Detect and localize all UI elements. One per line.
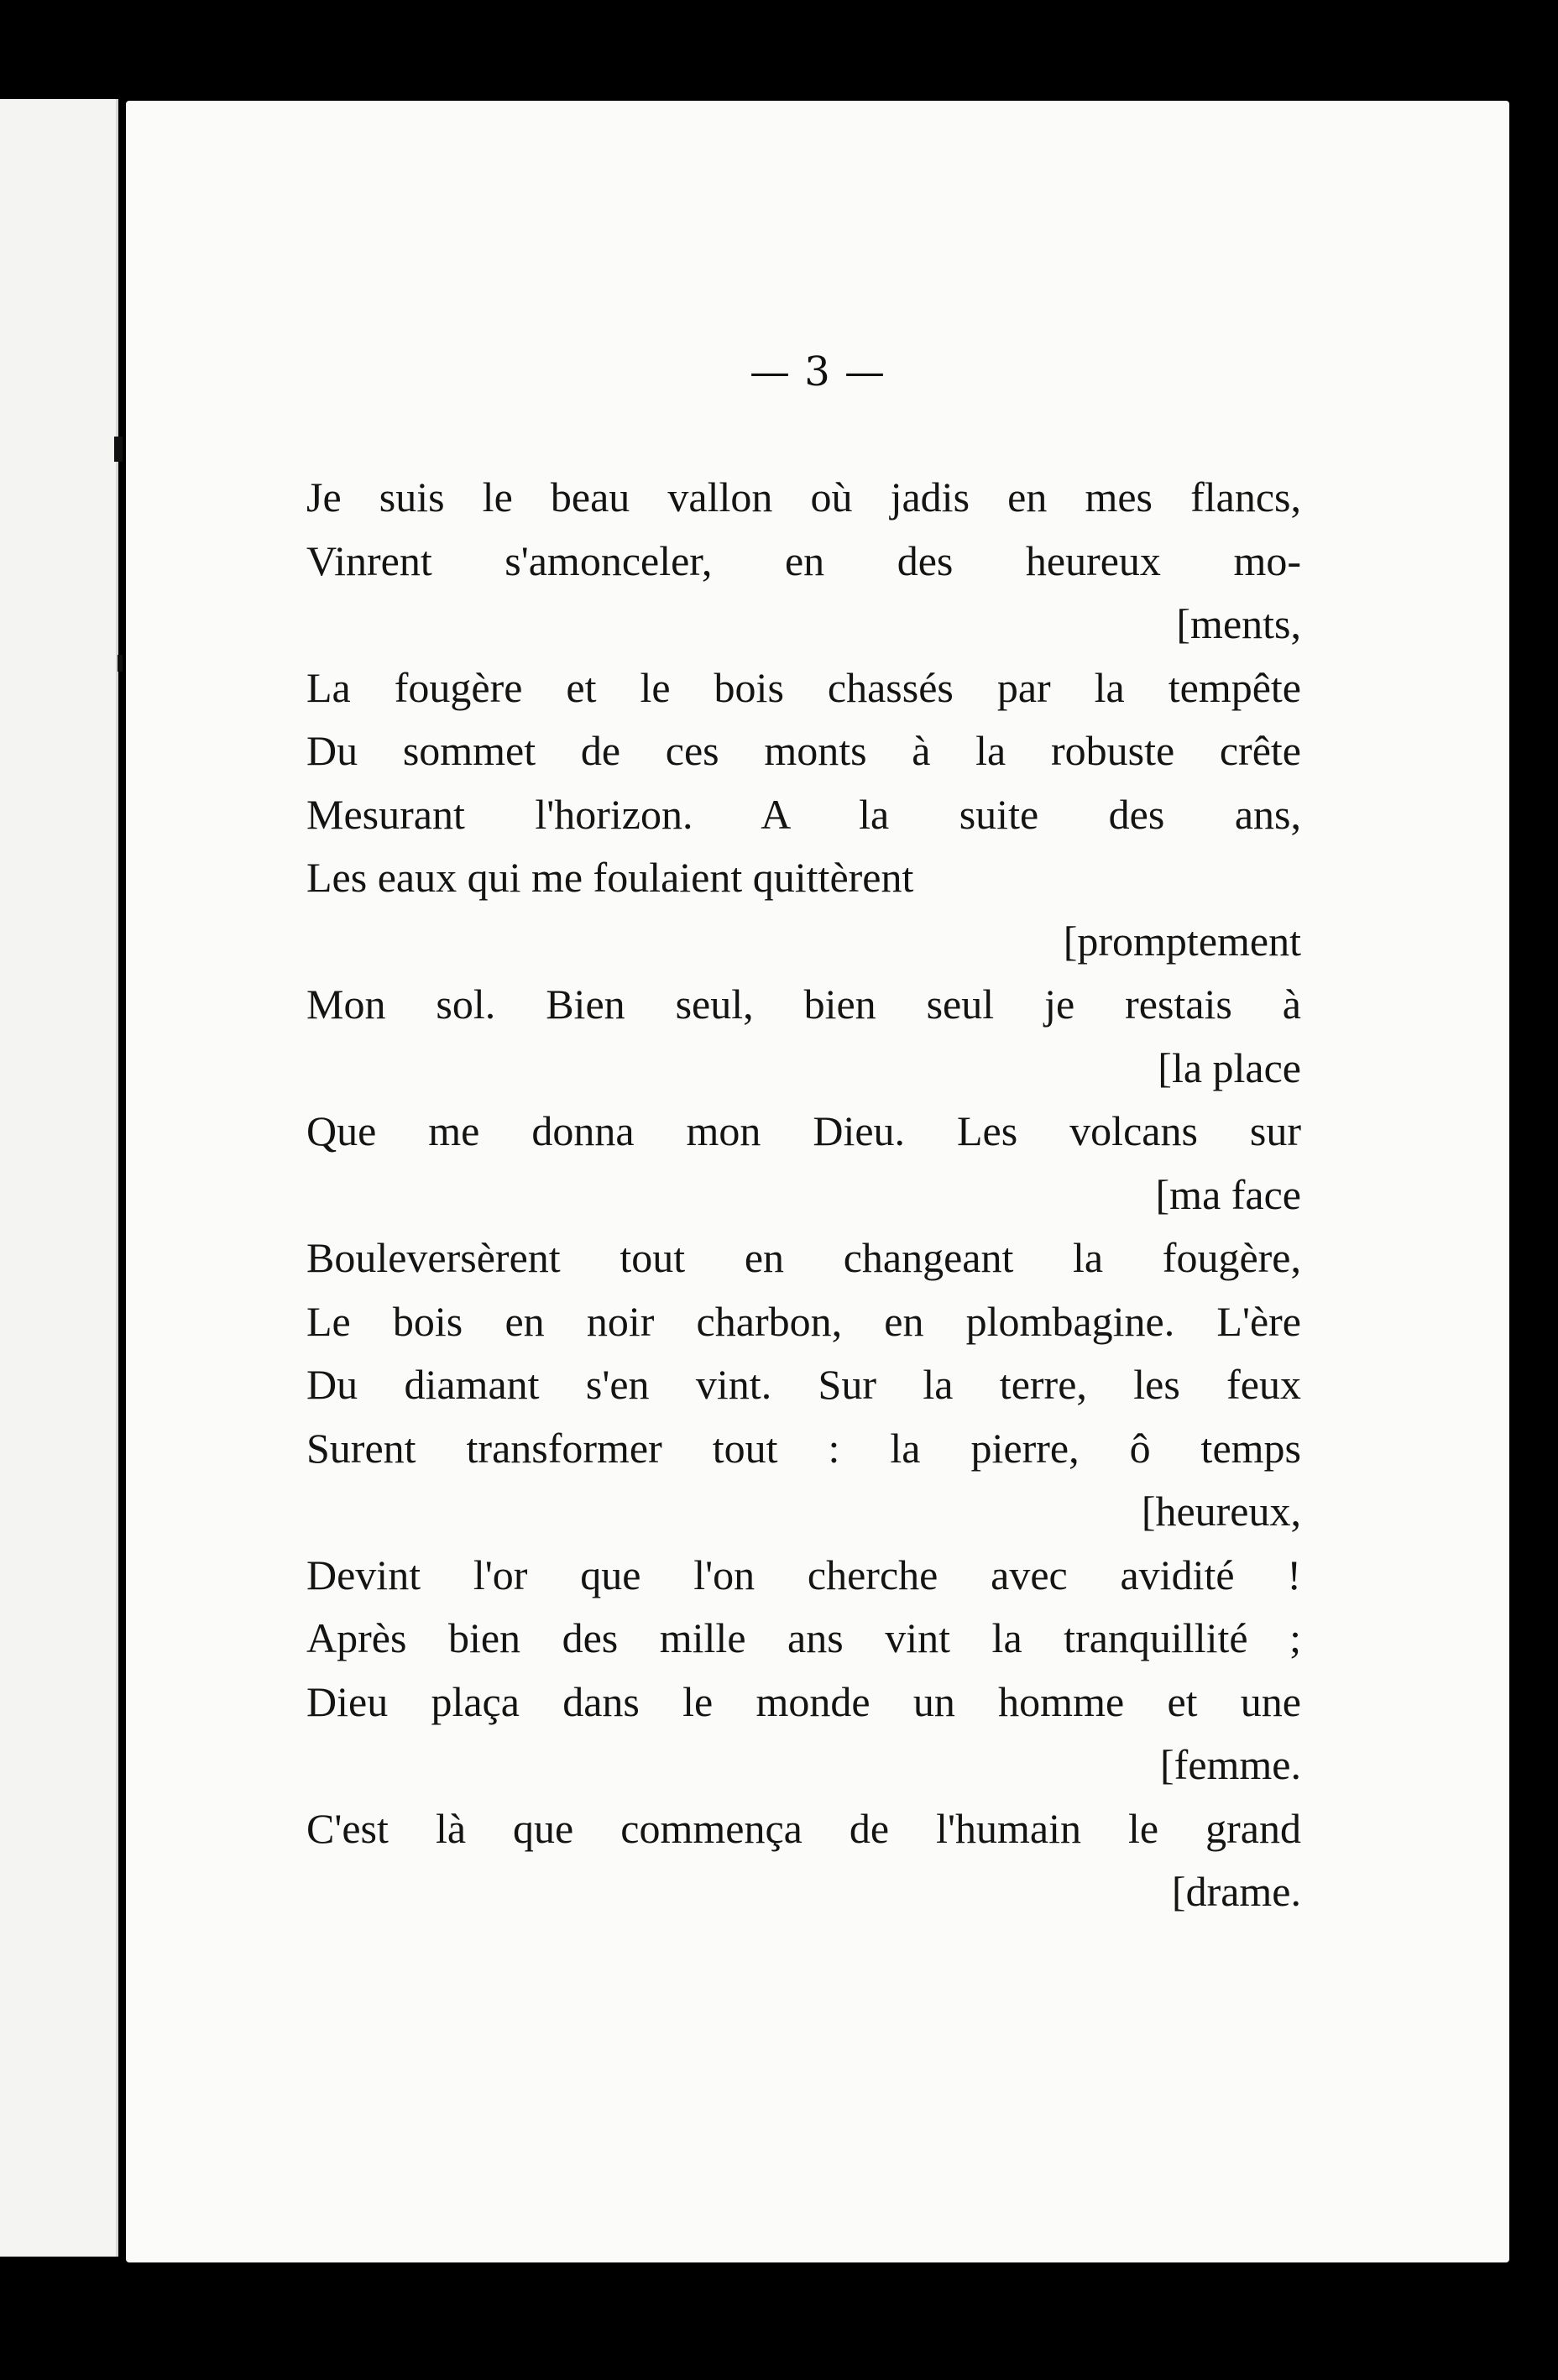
poem-line: Bouleversèrent tout en changeant la fougère, (306, 1234, 1301, 1281)
book-page (126, 101, 1509, 2262)
poem-line: [heureux, (1141, 1488, 1301, 1535)
poem-line: Dieu plaça dans le monde un homme et une (306, 1677, 1301, 1725)
poem-line: Le bois en noir charbon, en plombagine. L'ère (306, 1297, 1301, 1345)
poem-line: [promptement (1063, 917, 1301, 965)
gutter-mark (114, 437, 123, 462)
poem-line: Du sommet de ces monts à la robuste crête (306, 727, 1301, 774)
poem-line: C'est là que commença de l'humain le grand (306, 1804, 1301, 1852)
poem-line: [ments, (1176, 600, 1301, 647)
gutter-mark (118, 655, 123, 672)
page-number: — 3 — (749, 348, 886, 395)
poem-line: [la place (1158, 1044, 1301, 1091)
poem-line: Je suis le beau vallon où jadis en mes flancs, (306, 473, 1301, 520)
poem-line: Du diamant s'en vint. Sur la terre, les feux (306, 1361, 1301, 1408)
poem-line: [ma face (1155, 1170, 1301, 1218)
poem-line: [drame. (1171, 1868, 1301, 1915)
poem-line: Que me donna mon Dieu. Les volcans sur (306, 1107, 1301, 1154)
poem-line: Après bien des mille ans vint la tranquillité ; (306, 1614, 1301, 1661)
poem-line: Mesurant l'horizon. A la suite des ans, (306, 790, 1301, 838)
poem-line: La fougère et le bois chassés par la tempête (306, 663, 1301, 711)
poem-line: Devint l'or que l'on cherche avec avidité ! (306, 1551, 1301, 1598)
poem-line: Mon sol. Bien seul, bien seul je restais à (306, 981, 1301, 1028)
poem-line: Surent transformer tout : la pierre, ô temps (306, 1424, 1301, 1472)
poem-text (306, 466, 1301, 1924)
poem-line: Vinrent s'amonceler, en des heureux mo- (306, 536, 1301, 584)
poem-line: [femme. (1160, 1741, 1301, 1788)
facing-page-edge (0, 99, 118, 2257)
poem-line: Les eaux qui me foulaient quittèrent (306, 854, 914, 901)
